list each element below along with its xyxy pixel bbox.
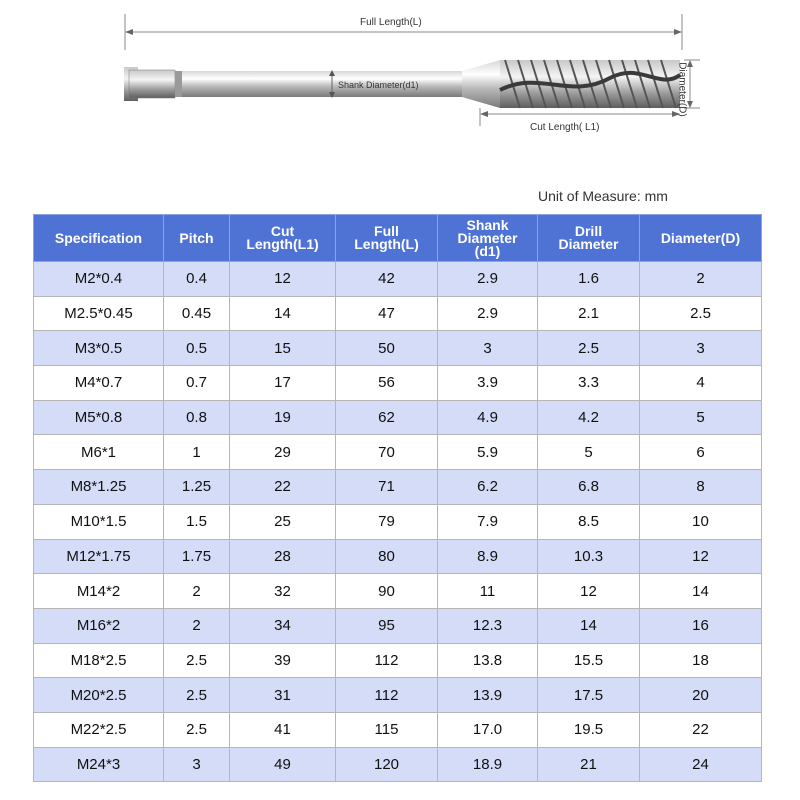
table-cell: 2.5 <box>164 678 230 713</box>
table-cell: 13.9 <box>438 678 538 713</box>
table-cell: 3 <box>438 331 538 366</box>
table-cell: 112 <box>336 678 438 713</box>
table-cell: M10*1.5 <box>34 504 164 539</box>
table-cell: 5.9 <box>438 435 538 470</box>
table-cell: 3 <box>164 747 230 782</box>
table-cell: 49 <box>230 747 336 782</box>
table-row <box>34 262 762 297</box>
table-cell: 62 <box>336 400 438 435</box>
table-cell: 2.9 <box>438 296 538 331</box>
table-cell: 34 <box>230 608 336 643</box>
table-cell: 79 <box>336 504 438 539</box>
column-header-line: Cut <box>270 223 295 239</box>
table-cell: 11 <box>438 574 538 609</box>
table-cell: 2.1 <box>538 296 640 331</box>
table-cell: 56 <box>336 366 438 401</box>
table-cell: 8 <box>640 470 762 505</box>
table-row <box>34 539 762 574</box>
table-body <box>34 262 762 782</box>
table-row <box>34 747 762 782</box>
table-cell: 17 <box>230 366 336 401</box>
column-header-line: Pitch <box>179 229 214 246</box>
unit-of-measure: Unit of Measure: mm <box>538 188 668 204</box>
table-cell: 6 <box>640 435 762 470</box>
table-cell: M18*2.5 <box>34 643 164 678</box>
table-header-row <box>34 215 762 262</box>
table-cell: 12 <box>538 574 640 609</box>
column-header-line: Diameter <box>558 236 619 252</box>
column-header <box>230 215 336 262</box>
table-cell: 3.3 <box>538 366 640 401</box>
table-cell: M2*0.4 <box>34 262 164 297</box>
column-header-line: Length(L) <box>354 236 419 252</box>
tap-spec-table <box>33 214 762 782</box>
column-header <box>336 215 438 262</box>
column-header-line: Full <box>374 223 399 239</box>
table-cell: 22 <box>640 712 762 747</box>
table-cell: 71 <box>336 470 438 505</box>
table-cell: 70 <box>336 435 438 470</box>
table-cell: 3 <box>640 331 762 366</box>
table-cell: 18.9 <box>438 747 538 782</box>
table-cell: 3.9 <box>438 366 538 401</box>
table-cell: 47 <box>336 296 438 331</box>
table-cell: M2.5*0.45 <box>34 296 164 331</box>
table-cell: 112 <box>336 643 438 678</box>
table-cell: 12.3 <box>438 608 538 643</box>
column-header-line: Length(L1) <box>246 236 319 252</box>
table-cell: 0.7 <box>164 366 230 401</box>
table-cell: 18 <box>640 643 762 678</box>
table-cell: 8.9 <box>438 539 538 574</box>
table-cell: 41 <box>230 712 336 747</box>
table-cell: 4.2 <box>538 400 640 435</box>
table-cell: 0.45 <box>164 296 230 331</box>
table-cell: 17.0 <box>438 712 538 747</box>
table-row <box>34 470 762 505</box>
table-cell: M4*0.7 <box>34 366 164 401</box>
table-cell: 14 <box>640 574 762 609</box>
table-cell: 29 <box>230 435 336 470</box>
table-cell: 2 <box>164 608 230 643</box>
table-cell: 95 <box>336 608 438 643</box>
table-row <box>34 608 762 643</box>
table-cell: 2.5 <box>164 712 230 747</box>
table-cell: 0.5 <box>164 331 230 366</box>
table-cell: 4 <box>640 366 762 401</box>
table-cell: 2.5 <box>640 296 762 331</box>
table-cell: 2.5 <box>538 331 640 366</box>
table-cell: 8.5 <box>538 504 640 539</box>
tap-fluted-body <box>500 60 680 108</box>
table-cell: 19.5 <box>538 712 640 747</box>
table-cell: 0.4 <box>164 262 230 297</box>
table-cell: 32 <box>230 574 336 609</box>
cut-length-label: Cut Length( L1) <box>530 122 600 133</box>
table-cell: 22 <box>230 470 336 505</box>
table-row <box>34 296 762 331</box>
full-length-label: Full Length(L) <box>360 17 422 28</box>
table-cell: 80 <box>336 539 438 574</box>
column-header <box>538 215 640 262</box>
table-cell: 15.5 <box>538 643 640 678</box>
table-cell: 50 <box>336 331 438 366</box>
table-cell: 1.25 <box>164 470 230 505</box>
diameter-label: Diameter(D) <box>676 62 688 117</box>
tap-shank <box>124 60 500 108</box>
table-cell: 20 <box>640 678 762 713</box>
table-cell: 1.6 <box>538 262 640 297</box>
table-row <box>34 678 762 713</box>
table-cell: 17.5 <box>538 678 640 713</box>
table-row <box>34 712 762 747</box>
table-row <box>34 400 762 435</box>
table-cell: 1.5 <box>164 504 230 539</box>
table-cell: 14 <box>230 296 336 331</box>
table-cell: 2 <box>640 262 762 297</box>
table-row <box>34 331 762 366</box>
table-cell: M6*1 <box>34 435 164 470</box>
table-cell: M12*1.75 <box>34 539 164 574</box>
table-row <box>34 435 762 470</box>
column-header-line: Shank <box>466 216 509 233</box>
column-header <box>34 215 164 262</box>
table-cell: M5*0.8 <box>34 400 164 435</box>
column-header-line: Diameter(D) <box>660 229 741 246</box>
table-cell: 16 <box>640 608 762 643</box>
table-cell: M22*2.5 <box>34 712 164 747</box>
table-cell: 10.3 <box>538 539 640 574</box>
table-cell: M16*2 <box>34 608 164 643</box>
table-cell: M20*2.5 <box>34 678 164 713</box>
table-cell: 5 <box>640 400 762 435</box>
table-cell: 19 <box>230 400 336 435</box>
table-cell: 31 <box>230 678 336 713</box>
column-header-line: Drill <box>574 223 603 239</box>
tap-dimension-diagram <box>0 0 800 160</box>
table-cell: M8*1.25 <box>34 470 164 505</box>
table-row <box>34 574 762 609</box>
table-cell: 10 <box>640 504 762 539</box>
table-cell: 90 <box>336 574 438 609</box>
table-cell: 13.8 <box>438 643 538 678</box>
table-cell: 28 <box>230 539 336 574</box>
table-cell: 2.9 <box>438 262 538 297</box>
table-cell: 12 <box>230 262 336 297</box>
table-cell: 115 <box>336 712 438 747</box>
table-cell: 1.75 <box>164 539 230 574</box>
table-cell: M24*3 <box>34 747 164 782</box>
table-cell: M3*0.5 <box>34 331 164 366</box>
table-cell: 120 <box>336 747 438 782</box>
column-header-line: Diameter <box>457 229 518 246</box>
table-cell: 6.8 <box>538 470 640 505</box>
shank-diameter-label: Shank Diameter(d1) <box>338 80 419 90</box>
table-cell: 4.9 <box>438 400 538 435</box>
table-cell: 14 <box>538 608 640 643</box>
table-cell: 12 <box>640 539 762 574</box>
table-cell: 42 <box>336 262 438 297</box>
table-row <box>34 366 762 401</box>
table-cell: 24 <box>640 747 762 782</box>
table-row <box>34 504 762 539</box>
table-cell: 39 <box>230 643 336 678</box>
table-cell: 0.8 <box>164 400 230 435</box>
table-cell: 7.9 <box>438 504 538 539</box>
table-cell: 2.5 <box>164 643 230 678</box>
column-header <box>438 215 538 262</box>
table-cell: 6.2 <box>438 470 538 505</box>
table-row <box>34 643 762 678</box>
column-header-line: (d1) <box>474 242 501 259</box>
column-header-line: Specification <box>54 229 143 246</box>
table-cell: 21 <box>538 747 640 782</box>
table-cell: 2 <box>164 574 230 609</box>
table-cell: M14*2 <box>34 574 164 609</box>
column-header <box>164 215 230 262</box>
column-header <box>640 215 762 262</box>
table-cell: 5 <box>538 435 640 470</box>
table-cell: 25 <box>230 504 336 539</box>
table-cell: 1 <box>164 435 230 470</box>
table-cell: 15 <box>230 331 336 366</box>
